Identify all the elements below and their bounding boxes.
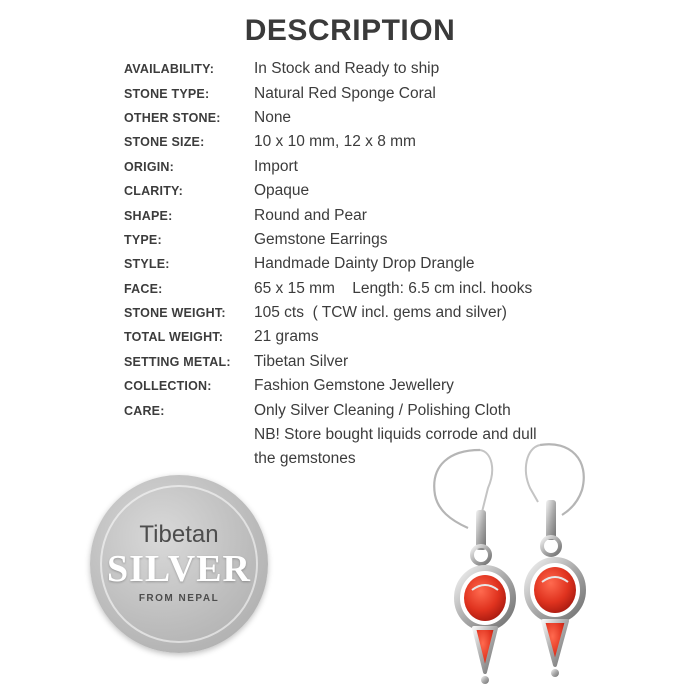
right-earring [526, 444, 584, 677]
left-earring [434, 450, 513, 684]
spec-label: OTHER STONE: [124, 110, 221, 125]
spec-value: Gemstone Earrings [254, 230, 388, 248]
spec-row-origin [124, 155, 644, 179]
spec-label: SETTING METAL: [124, 354, 231, 369]
spec-row-setting-metal [124, 350, 644, 374]
badge-line-3: FROM NEPAL [138, 593, 220, 604]
spec-label: TYPE: [124, 232, 162, 247]
spec-label: FACE: [124, 281, 163, 296]
spec-value: 21 grams [254, 328, 319, 346]
spec-value: Only Silver Cleaning / Polishing Cloth [254, 401, 511, 419]
spec-row-clarity [124, 179, 644, 203]
spec-row-care [124, 398, 644, 422]
spec-row-style [124, 252, 644, 276]
spec-value: 10 x 10 mm, 12 x 8 mm [254, 133, 416, 151]
spec-row-shape [124, 203, 644, 227]
spec-label: STONE SIZE: [124, 135, 205, 150]
spec-label: STONE TYPE: [124, 86, 210, 101]
spec-value: Opaque [254, 182, 310, 200]
spec-row-stone-size [124, 130, 644, 154]
spec-label: ORIGIN: [124, 159, 175, 174]
spec-label: CLARITY: [124, 184, 183, 199]
spec-list [124, 57, 644, 472]
spec-row-total-weight [124, 325, 644, 349]
spec-value: Import [254, 157, 298, 175]
spec-row-stone-weight [124, 301, 644, 325]
tibetan-silver-badge [90, 475, 268, 653]
care-note-text: NB! Store bought liquids corrode and dull [254, 426, 537, 444]
spec-value: Fashion Gemstone Jewellery [254, 377, 454, 395]
spec-label: STYLE: [124, 257, 170, 272]
spec-row-collection [124, 374, 644, 398]
spec-row-stone-type [124, 81, 644, 105]
spec-label: TOTAL WEIGHT: [124, 330, 224, 345]
spec-value: 65 x 15 mm Length: 6.5 cm incl. hooks [254, 279, 533, 297]
spec-label: STONE WEIGHT: [124, 306, 226, 321]
spec-value: Natural Red Sponge Coral [254, 84, 436, 102]
badge-line-1: Tibetan [139, 521, 219, 548]
spec-value: In Stock and Ready to ship [254, 60, 440, 78]
spec-row-availability [124, 57, 644, 81]
spec-label: SHAPE: [124, 208, 173, 223]
spec-value: Handmade Dainty Drop Drangle [254, 255, 475, 273]
care-note-text: the gemstones [254, 450, 356, 468]
spec-value: None [254, 108, 292, 126]
spec-label: AVAILABILITY: [124, 62, 215, 77]
page-title: DESCRIPTION [244, 14, 456, 47]
spec-row-other-stone [124, 106, 644, 130]
spec-row-face [124, 277, 644, 301]
earrings-image [410, 440, 610, 695]
spec-row-type [124, 228, 644, 252]
spec-value: Tibetan Silver [254, 352, 349, 370]
spec-label: COLLECTION: [124, 379, 212, 394]
badge-line-2: SILVER [106, 548, 251, 590]
spec-value: 105 cts ( TCW incl. gems and silver) [254, 304, 507, 322]
spec-label: CARE: [124, 403, 165, 418]
spec-value: Round and Pear [254, 206, 367, 224]
